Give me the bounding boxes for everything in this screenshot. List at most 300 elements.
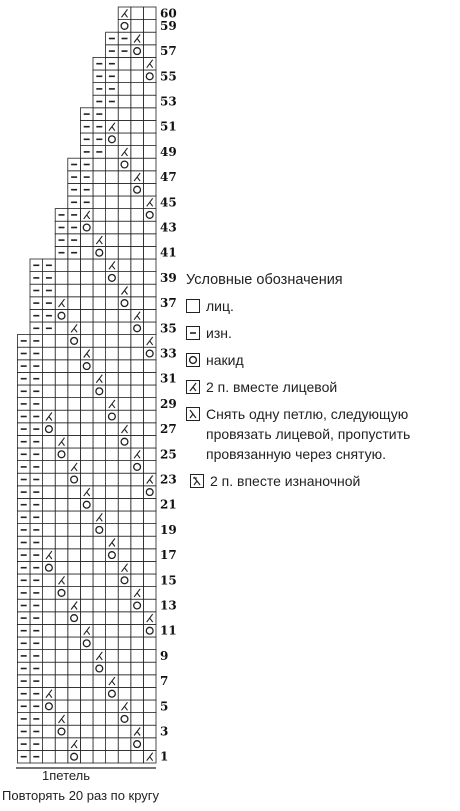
- chart-cell: [131, 7, 144, 20]
- row-number: 33: [160, 346, 177, 361]
- chart-cell: [93, 549, 106, 562]
- chart-cell: [106, 524, 119, 537]
- chart-cell: [106, 574, 119, 587]
- stitch-count-label: 1петель: [42, 768, 91, 783]
- chart-cell: [93, 246, 106, 259]
- chart-cell: [118, 335, 131, 348]
- chart-cell: [80, 650, 93, 663]
- chart-cell: [131, 158, 144, 171]
- row-number: 49: [160, 144, 177, 159]
- chart-cell: [43, 624, 56, 637]
- chart-cell: [80, 322, 93, 335]
- chart-cell: [55, 461, 68, 474]
- chart-cell: [143, 675, 156, 688]
- chart-cell: [55, 360, 68, 373]
- chart-cell: [93, 624, 106, 637]
- chart-cell: [118, 95, 131, 108]
- chart-cell: [93, 398, 106, 411]
- chart-cell: [131, 624, 144, 637]
- chart-cell: [131, 108, 144, 121]
- row-number: 57: [160, 44, 177, 59]
- chart-cell: [143, 574, 156, 587]
- row-number: 11: [160, 623, 177, 638]
- chart-cell: [106, 650, 119, 663]
- chart-cell: [80, 612, 93, 625]
- legend-label-skp: Снять одну петлю, следующую провязать лицевой, пропустить провязанную через снятую.: [206, 406, 411, 462]
- chart-cell: [68, 587, 81, 600]
- chart-cell: [55, 259, 68, 272]
- chart-cell: [43, 738, 56, 751]
- chart-cell: [131, 322, 144, 335]
- chart-cell: [68, 423, 81, 436]
- chart-cell: [118, 738, 131, 751]
- legend-title: Условные обозначения: [186, 272, 343, 288]
- chart-cell: [93, 347, 106, 360]
- row-number: 41: [160, 245, 177, 260]
- chart-cell: [131, 612, 144, 625]
- chart-cell: [118, 398, 131, 411]
- chart-cell: [68, 473, 81, 486]
- chart-cell: [43, 398, 56, 411]
- chart-cell: [118, 196, 131, 209]
- chart-cell: [143, 448, 156, 461]
- p2tog-icon: [190, 474, 204, 488]
- chart-cell: [55, 385, 68, 398]
- chart-cell: [131, 259, 144, 272]
- chart-cell: [43, 662, 56, 675]
- chart-cell: [106, 284, 119, 297]
- chart-cell: [80, 750, 93, 763]
- chart-cell: [118, 574, 131, 587]
- chart-cell: [68, 687, 81, 700]
- chart-cell: [80, 221, 93, 234]
- chart-cell: [106, 713, 119, 726]
- chart-cell: [43, 511, 56, 524]
- chart-cell: [55, 587, 68, 600]
- chart-cell: [131, 574, 144, 587]
- chart-cell: [131, 713, 144, 726]
- chart-cell: [68, 700, 81, 713]
- chart-cell: [93, 183, 106, 196]
- chart-cell: [106, 221, 119, 234]
- chart-cell: [93, 687, 106, 700]
- chart-cell: [143, 498, 156, 511]
- chart-cell: [118, 448, 131, 461]
- chart-cell: [106, 750, 119, 763]
- chart-cell: [143, 662, 156, 675]
- chart-cell: [106, 700, 119, 713]
- chart-cell: [106, 423, 119, 436]
- chart-cell: [131, 20, 144, 33]
- chart-cell: [131, 561, 144, 574]
- chart-cell: [131, 221, 144, 234]
- legend-label-p2tog: 2 п. впесте изнаночной: [210, 473, 361, 489]
- chart-cell: [118, 70, 131, 83]
- chart-cell: [106, 561, 119, 574]
- row-number: 53: [160, 94, 177, 109]
- chart-cell: [118, 624, 131, 637]
- chart-cell: [55, 738, 68, 751]
- chart-cell: [131, 398, 144, 411]
- chart-cell: [55, 272, 68, 285]
- chart-cell: [143, 120, 156, 133]
- chart-cell: [43, 536, 56, 549]
- chart-cell: [106, 410, 119, 423]
- chart-cell: [131, 83, 144, 96]
- chart-cell: [43, 385, 56, 398]
- chart-cell: [68, 385, 81, 398]
- chart-cell: [43, 435, 56, 448]
- row-number-column: [160, 6, 177, 763]
- chart-cell: [106, 108, 119, 121]
- chart-cell: [55, 309, 68, 322]
- chart-cell: [55, 624, 68, 637]
- chart-cell: [106, 473, 119, 486]
- chart-cell: [106, 183, 119, 196]
- chart-cell: [106, 687, 119, 700]
- chart-cell: [143, 309, 156, 322]
- chart-cell: [55, 284, 68, 297]
- chart-cell: [118, 272, 131, 285]
- chart-cell: [131, 272, 144, 285]
- chart-cell: [118, 536, 131, 549]
- chart-cell: [143, 133, 156, 146]
- legend-item-knit: [186, 296, 458, 316]
- chart-cell: [106, 448, 119, 461]
- chart-cell: [143, 70, 156, 83]
- chart-cell: [55, 423, 68, 436]
- chart-cell: [118, 20, 131, 33]
- chart-cell: [55, 473, 68, 486]
- chart-cell: [118, 637, 131, 650]
- chart-cell: [80, 700, 93, 713]
- chart-cell: [118, 511, 131, 524]
- chart-cell: [93, 486, 106, 499]
- chart-cell: [106, 435, 119, 448]
- chart-cell: [118, 687, 131, 700]
- chart-cell: [118, 587, 131, 600]
- chart-cell: [106, 297, 119, 310]
- chart-cell: [55, 335, 68, 348]
- chart-cell: [93, 385, 106, 398]
- chart-cell: [118, 183, 131, 196]
- chart-cell: [131, 637, 144, 650]
- chart-cell: [118, 461, 131, 474]
- chart-cell: [143, 385, 156, 398]
- chart-cell: [55, 750, 68, 763]
- chart-cell: [118, 549, 131, 562]
- chart-cell: [106, 511, 119, 524]
- chart-cell: [80, 385, 93, 398]
- chart-cell: [55, 524, 68, 537]
- chart-cell: [106, 209, 119, 222]
- chart-cell: [68, 297, 81, 310]
- row-number: 31: [160, 371, 177, 386]
- chart-cell: [55, 410, 68, 423]
- row-number: 3: [160, 724, 169, 739]
- chart-cell: [68, 750, 81, 763]
- legend-label-yarn-over: накид: [206, 352, 244, 368]
- chart-cell: [143, 234, 156, 247]
- chart-cell: [68, 410, 81, 423]
- row-number: 5: [160, 699, 169, 714]
- row-number: 25: [160, 447, 177, 462]
- chart-cell: [106, 133, 119, 146]
- chart-cell: [93, 272, 106, 285]
- chart-cell: [131, 133, 144, 146]
- chart-cell: [143, 511, 156, 524]
- chart-cell: [80, 423, 93, 436]
- chart-cell: [131, 234, 144, 247]
- chart-cell: [118, 347, 131, 360]
- legend-label-purl: изн.: [206, 325, 232, 341]
- chart-cell: [80, 360, 93, 373]
- chart-cell: [143, 158, 156, 171]
- chart-cell: [131, 435, 144, 448]
- chart-cell: [131, 473, 144, 486]
- chart-cell: [118, 486, 131, 499]
- chart-cell: [93, 284, 106, 297]
- row-number: 43: [160, 220, 177, 235]
- chart-cell: [118, 297, 131, 310]
- chart-cell: [93, 322, 106, 335]
- chart-cell: [118, 435, 131, 448]
- chart-cell: [55, 687, 68, 700]
- chart-cell: [118, 410, 131, 423]
- knit-icon: [186, 299, 200, 313]
- chart-cell: [55, 561, 68, 574]
- chart-cell: [143, 347, 156, 360]
- chart-cell: [43, 637, 56, 650]
- chart-cell: [43, 448, 56, 461]
- chart-cell: [131, 524, 144, 537]
- yarn-over-icon: [186, 353, 200, 367]
- chart-cell: [118, 309, 131, 322]
- chart-cell: [68, 612, 81, 625]
- chart-cell: [118, 662, 131, 675]
- chart-cell: [118, 322, 131, 335]
- chart-cell: [131, 196, 144, 209]
- chart-cell: [118, 120, 131, 133]
- row-number: 17: [160, 548, 177, 563]
- chart-cell: [93, 599, 106, 612]
- chart-cell: [55, 398, 68, 411]
- chart-cell: [143, 549, 156, 562]
- row-number: 45: [160, 195, 177, 210]
- chart-cell: [131, 372, 144, 385]
- chart-cell: [80, 662, 93, 675]
- chart-cell: [106, 158, 119, 171]
- chart-cell: [131, 498, 144, 511]
- chart-cell: [68, 284, 81, 297]
- legend-item-skp: [186, 404, 458, 464]
- chart-cell: [68, 662, 81, 675]
- chart-cell: [118, 158, 131, 171]
- chart-cell: [80, 448, 93, 461]
- chart-cell: [43, 473, 56, 486]
- chart-cell: [68, 398, 81, 411]
- chart-cell: [118, 599, 131, 612]
- chart-cell: [131, 700, 144, 713]
- chart-cell: [93, 259, 106, 272]
- chart-cell: [93, 171, 106, 184]
- chart-cell: [131, 385, 144, 398]
- chart-cell: [106, 637, 119, 650]
- chart-cell: [131, 750, 144, 763]
- chart-cell: [143, 410, 156, 423]
- chart-cell: [131, 662, 144, 675]
- chart-cell: [93, 196, 106, 209]
- chart-cell: [80, 234, 93, 247]
- legend-item-purl: [186, 323, 458, 343]
- chart-cell: [131, 423, 144, 436]
- chart-cell: [118, 675, 131, 688]
- chart-cell: [55, 549, 68, 562]
- chart-cell: [43, 750, 56, 763]
- chart-cell: [118, 360, 131, 373]
- chart-cell: [55, 322, 68, 335]
- chart-cell: [106, 738, 119, 751]
- row-number: 47: [160, 170, 177, 185]
- chart-cell: [80, 272, 93, 285]
- row-number: 19: [160, 522, 177, 537]
- chart-cell: [68, 448, 81, 461]
- chart-cell: [93, 612, 106, 625]
- chart-cell: [118, 385, 131, 398]
- chart-cell: [131, 511, 144, 524]
- chart-cell: [143, 45, 156, 58]
- chart-cell: [106, 272, 119, 285]
- chart-cell: [143, 360, 156, 373]
- chart-cell: [93, 498, 106, 511]
- chart-cell: [131, 360, 144, 373]
- chart-cell: [68, 624, 81, 637]
- chart-cell: [106, 662, 119, 675]
- chart-cell: [118, 246, 131, 259]
- chart-cell: [143, 650, 156, 663]
- chart-cell: [106, 234, 119, 247]
- chart-cell: [118, 83, 131, 96]
- row-number: 23: [160, 472, 177, 487]
- chart-cell: [143, 171, 156, 184]
- chart-cell: [43, 725, 56, 738]
- k2tog-icon: [186, 380, 200, 394]
- chart-cell: [143, 423, 156, 436]
- chart-cell: [80, 259, 93, 272]
- chart-cell: [80, 549, 93, 562]
- chart-cell: [43, 700, 56, 713]
- chart-cell: [93, 700, 106, 713]
- chart-cell: [106, 587, 119, 600]
- row-number: 7: [160, 674, 169, 689]
- chart-cell: [143, 624, 156, 637]
- chart-cell: [43, 650, 56, 663]
- chart-cell: [143, 146, 156, 159]
- chart-cell: [55, 637, 68, 650]
- row-number: 51: [160, 119, 177, 134]
- chart-cell: [143, 7, 156, 20]
- chart-cell: [80, 297, 93, 310]
- chart-cell: [80, 536, 93, 549]
- chart-cell: [80, 435, 93, 448]
- chart-cell: [93, 461, 106, 474]
- chart-cell: [68, 561, 81, 574]
- chart-cell: [106, 335, 119, 348]
- chart-cell: [118, 221, 131, 234]
- chart-cell: [143, 108, 156, 121]
- chart-cell: [93, 637, 106, 650]
- chart-cell: [80, 498, 93, 511]
- chart-cell: [80, 738, 93, 751]
- chart-cell: [93, 221, 106, 234]
- chart-cell: [143, 587, 156, 600]
- chart-cell: [68, 574, 81, 587]
- legend-item-p2tog: [190, 471, 458, 491]
- legend-item-yarn-over: [186, 350, 458, 370]
- chart-cell: [143, 95, 156, 108]
- chart-cell: [68, 372, 81, 385]
- chart-cell: [93, 738, 106, 751]
- chart-cell: [68, 713, 81, 726]
- chart-cell: [68, 536, 81, 549]
- chart-cell: [55, 372, 68, 385]
- legend-item-k2tog: [186, 377, 458, 397]
- chart-cell: [143, 272, 156, 285]
- chart-cell: [93, 524, 106, 537]
- chart-cell: [143, 83, 156, 96]
- chart-cell: [131, 297, 144, 310]
- chart-cell: [106, 385, 119, 398]
- chart-cell: [80, 372, 93, 385]
- chart-cell: [43, 360, 56, 373]
- chart-cell: [93, 209, 106, 222]
- chart-cell: [93, 725, 106, 738]
- chart-cell: [80, 637, 93, 650]
- chart-cell: [106, 246, 119, 259]
- chart-cell: [68, 360, 81, 373]
- chart-cell: [93, 713, 106, 726]
- chart-cell: [93, 587, 106, 600]
- chart-cell: [68, 347, 81, 360]
- chart-grid: [17, 7, 156, 763]
- chart-cell: [68, 511, 81, 524]
- chart-cell: [118, 171, 131, 184]
- chart-cell: [131, 461, 144, 474]
- chart-cell: [43, 599, 56, 612]
- chart-cell: [106, 498, 119, 511]
- chart-cell: [143, 20, 156, 33]
- chart-cell: [80, 713, 93, 726]
- chart-cell: [80, 398, 93, 411]
- chart-cell: [143, 461, 156, 474]
- chart-cell: [55, 511, 68, 524]
- chart-cell: [143, 209, 156, 222]
- chart-cell: [143, 32, 156, 45]
- chart-cell: [93, 662, 106, 675]
- chart-cell: [118, 259, 131, 272]
- chart-cell: [43, 461, 56, 474]
- chart-cell: [93, 297, 106, 310]
- chart-cell: [106, 322, 119, 335]
- chart-cell: [80, 675, 93, 688]
- chart-cell: [93, 309, 106, 322]
- chart-cell: [43, 486, 56, 499]
- legend-label-k2tog: 2 п. вместе лицевой: [206, 379, 338, 395]
- chart-cell: [143, 183, 156, 196]
- chart-cell: [131, 246, 144, 259]
- chart-cell: [118, 57, 131, 70]
- chart-cell: [131, 410, 144, 423]
